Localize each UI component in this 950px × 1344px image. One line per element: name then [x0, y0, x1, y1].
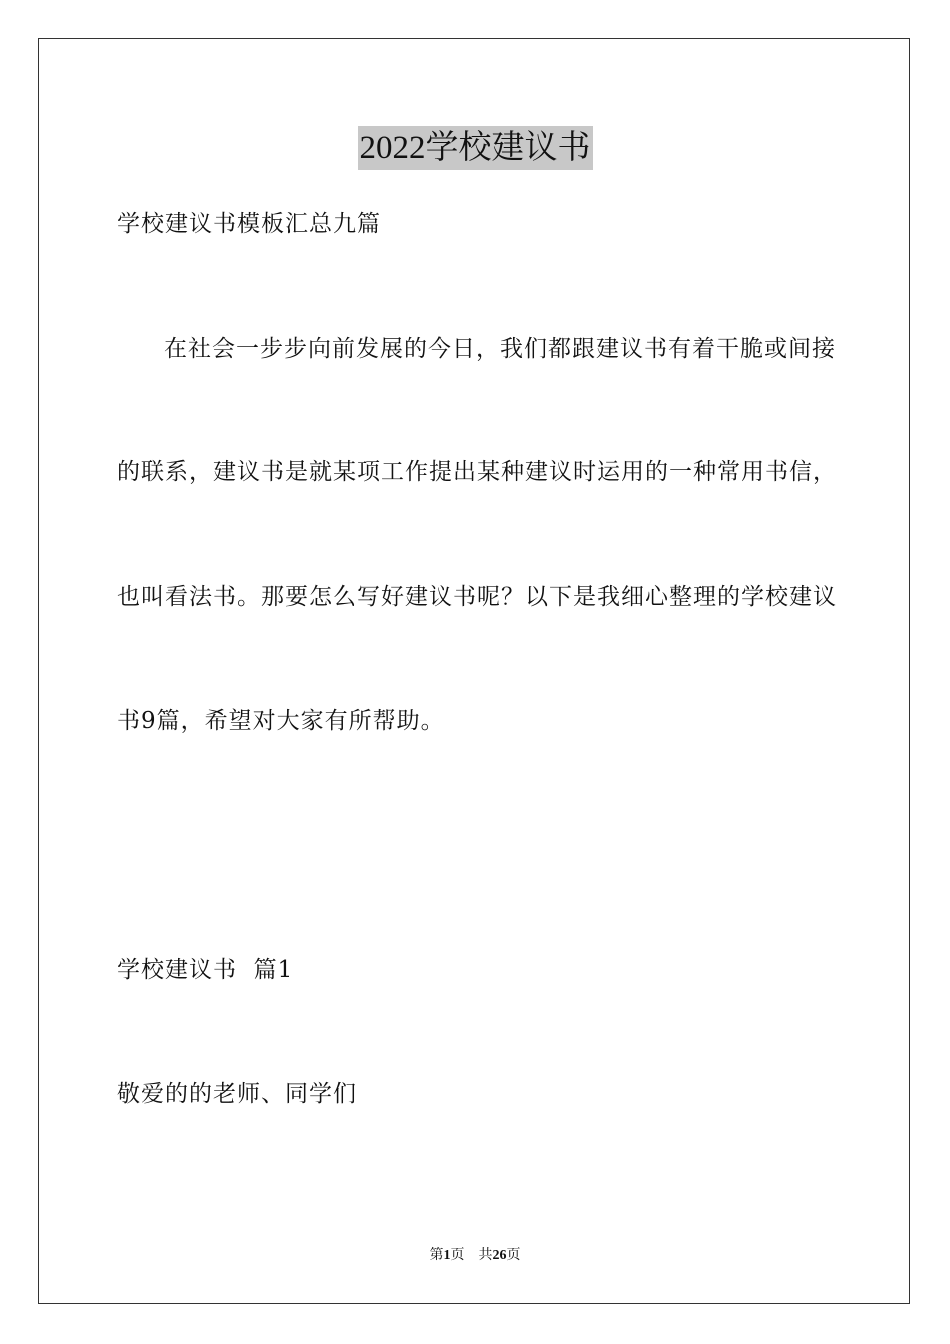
paragraph-line-4: 书9篇，希望对大家有所帮助。 — [117, 708, 445, 734]
footer-total-suffix: 页 — [506, 1248, 521, 1263]
document-subtitle: 学校建议书模板汇总九篇 — [117, 211, 381, 237]
footer-page-suffix: 页 — [450, 1248, 465, 1263]
footer-page-number: 1 — [443, 1248, 451, 1263]
page-footer — [0, 1246, 950, 1266]
paragraph-line-1: 在社会一步步向前发展的今日，我们都跟建议书有着干脆或间接 — [164, 336, 836, 362]
footer-total-pages: 26 — [492, 1248, 507, 1263]
salutation: 敬爱的的老师、同学们 — [117, 1081, 357, 1107]
document-title: 2022学校建议书 — [358, 126, 593, 170]
paragraph-line-2: 的联系，建议书是就某项工作提出某种建议时运用的一种常用书信， — [117, 459, 837, 485]
footer-page-prefix: 第 — [429, 1248, 444, 1263]
section-heading: 学校建议书 篇1 — [117, 957, 294, 983]
footer-total-prefix: 共 — [478, 1248, 493, 1263]
title-container — [0, 126, 950, 170]
paragraph-line-3: 也叫看法书。那要怎么写好建议书呢？以下是我细心整理的学校建议 — [117, 584, 837, 610]
